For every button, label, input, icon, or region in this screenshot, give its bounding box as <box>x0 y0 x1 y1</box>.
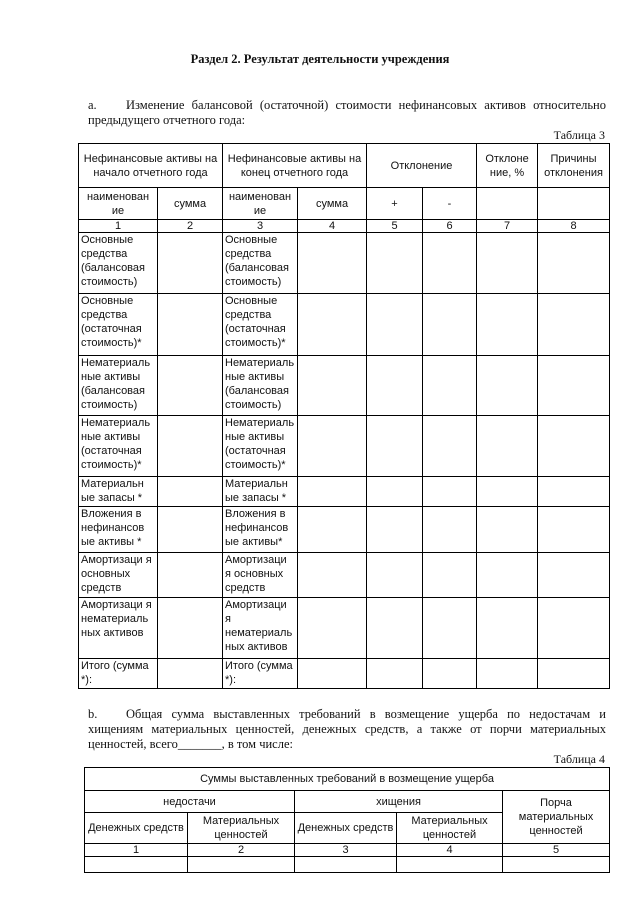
row-name-end: Нематериаль ные активы (остаточная стоимость)* <box>223 416 298 477</box>
paragraph-b-marker: b. <box>88 707 98 721</box>
row-name-start: Нематериаль ные активы (остаточная стоимость)* <box>79 416 158 477</box>
col-number: 5 <box>367 220 423 233</box>
row-name-start: Материальн ые запасы * <box>79 477 158 507</box>
paragraph-b <box>88 707 606 752</box>
col-number: 3 <box>223 220 298 233</box>
table-row <box>79 553 610 598</box>
header-damage: Порча материальных ценностей <box>503 791 610 844</box>
col-number: 4 <box>397 844 503 857</box>
table-row <box>79 416 610 477</box>
col-number: 3 <box>295 844 397 857</box>
column-numbers-row <box>85 844 610 857</box>
subheader-minus: - <box>423 188 477 220</box>
paragraph-a-marker: a. <box>88 98 97 112</box>
subheader-money-theft: Денежных средств <box>295 813 397 844</box>
header-theft: хищения <box>295 791 503 813</box>
subheader-empty <box>538 188 610 220</box>
col-number: 6 <box>423 220 477 233</box>
header-start-assets: Нефинансовые активы на начало отчетного года <box>79 144 223 188</box>
header-reasons: Причины отклонения <box>538 144 610 188</box>
table4-title: Суммы выставленных требований в возмещение ущерба <box>85 768 610 791</box>
subheader-materials-shortage: Материальных ценностей <box>188 813 295 844</box>
table-row <box>85 857 610 873</box>
subheader-money-shortage: Денежных средств <box>85 813 188 844</box>
table3-caption: Таблица 3 <box>553 128 605 142</box>
col-number: 2 <box>158 220 223 233</box>
col-number: 8 <box>538 220 610 233</box>
subheader-name-end: наименован ие <box>223 188 298 220</box>
table-4 <box>84 767 610 873</box>
table-row <box>79 233 610 294</box>
row-name-start: Основные средства (балансовая стоимость) <box>79 233 158 294</box>
row-name-end: Амортизаци я основных средств <box>223 553 298 598</box>
row-name-end: Вложения в нефинансов ые активы* <box>223 507 298 553</box>
section-title: Раздел 2. Результат деятельности учреждения <box>190 52 450 66</box>
table-row <box>79 598 610 659</box>
subheader-materials-theft: Материальных ценностей <box>397 813 503 844</box>
col-number: 5 <box>503 844 610 857</box>
col-number: 4 <box>298 220 367 233</box>
subheader-empty <box>477 188 538 220</box>
header-end-assets: Нефинансовые активы на конец отчетного года <box>223 144 367 188</box>
row-name-start: Амортизаци я основных средств <box>79 553 158 598</box>
paragraph-b-text: Общая сумма выставленных требований в возмещение ущерба по недостачам и хищениям материальных ценностей, денежных средств, а также от порчи материальных ценностей, всего_______, в том числе: <box>88 707 606 751</box>
header-deviation: Отклонение <box>367 144 477 188</box>
paragraph-a-text: Изменение балансовой (остаточной) стоимости нефинансовых активов относительно предыдущего отчетного года: <box>88 98 606 127</box>
subheader-name-start: наименован ие <box>79 188 158 220</box>
col-number: 1 <box>85 844 188 857</box>
row-name-end: Итого (сумма *): <box>223 659 298 689</box>
table-row <box>79 294 610 356</box>
row-name-start: Амортизаци я нематериаль ных активов <box>79 598 158 659</box>
header-shortage: недостачи <box>85 791 295 813</box>
row-name-end: Основные средства (балансовая стоимость) <box>223 233 298 294</box>
table-row <box>79 507 610 553</box>
column-numbers-row <box>79 220 610 233</box>
row-name-start: Вложения в нефинансов ые активы * <box>79 507 158 553</box>
row-name-end: Материальн ые запасы * <box>223 477 298 507</box>
subheader-sum-end: сумма <box>298 188 367 220</box>
header-deviation-pct: Отклоне ние, % <box>477 144 538 188</box>
row-name-end: Нематериаль ные активы (балансовая стоимость) <box>223 356 298 416</box>
table-3 <box>78 143 610 689</box>
table4-caption: Таблица 4 <box>553 752 605 766</box>
col-number: 2 <box>188 844 295 857</box>
subheader-sum-start: сумма <box>158 188 223 220</box>
row-name-start: Основные средства (остаточная стоимость)* <box>79 294 158 356</box>
row-name-end: Амортизаци я нематериаль ных активов <box>223 598 298 659</box>
col-number: 7 <box>477 220 538 233</box>
table-row <box>79 477 610 507</box>
paragraph-a <box>88 98 606 128</box>
col-number: 1 <box>79 220 158 233</box>
row-name-end: Основные средства (остаточная стоимость)* <box>223 294 298 356</box>
table-row-total <box>79 659 610 689</box>
table-row <box>79 356 610 416</box>
row-name-start: Итого (сумма *): <box>79 659 158 689</box>
subheader-plus: + <box>367 188 423 220</box>
row-name-start: Нематериаль ные активы (балансовая стоимость) <box>79 356 158 416</box>
